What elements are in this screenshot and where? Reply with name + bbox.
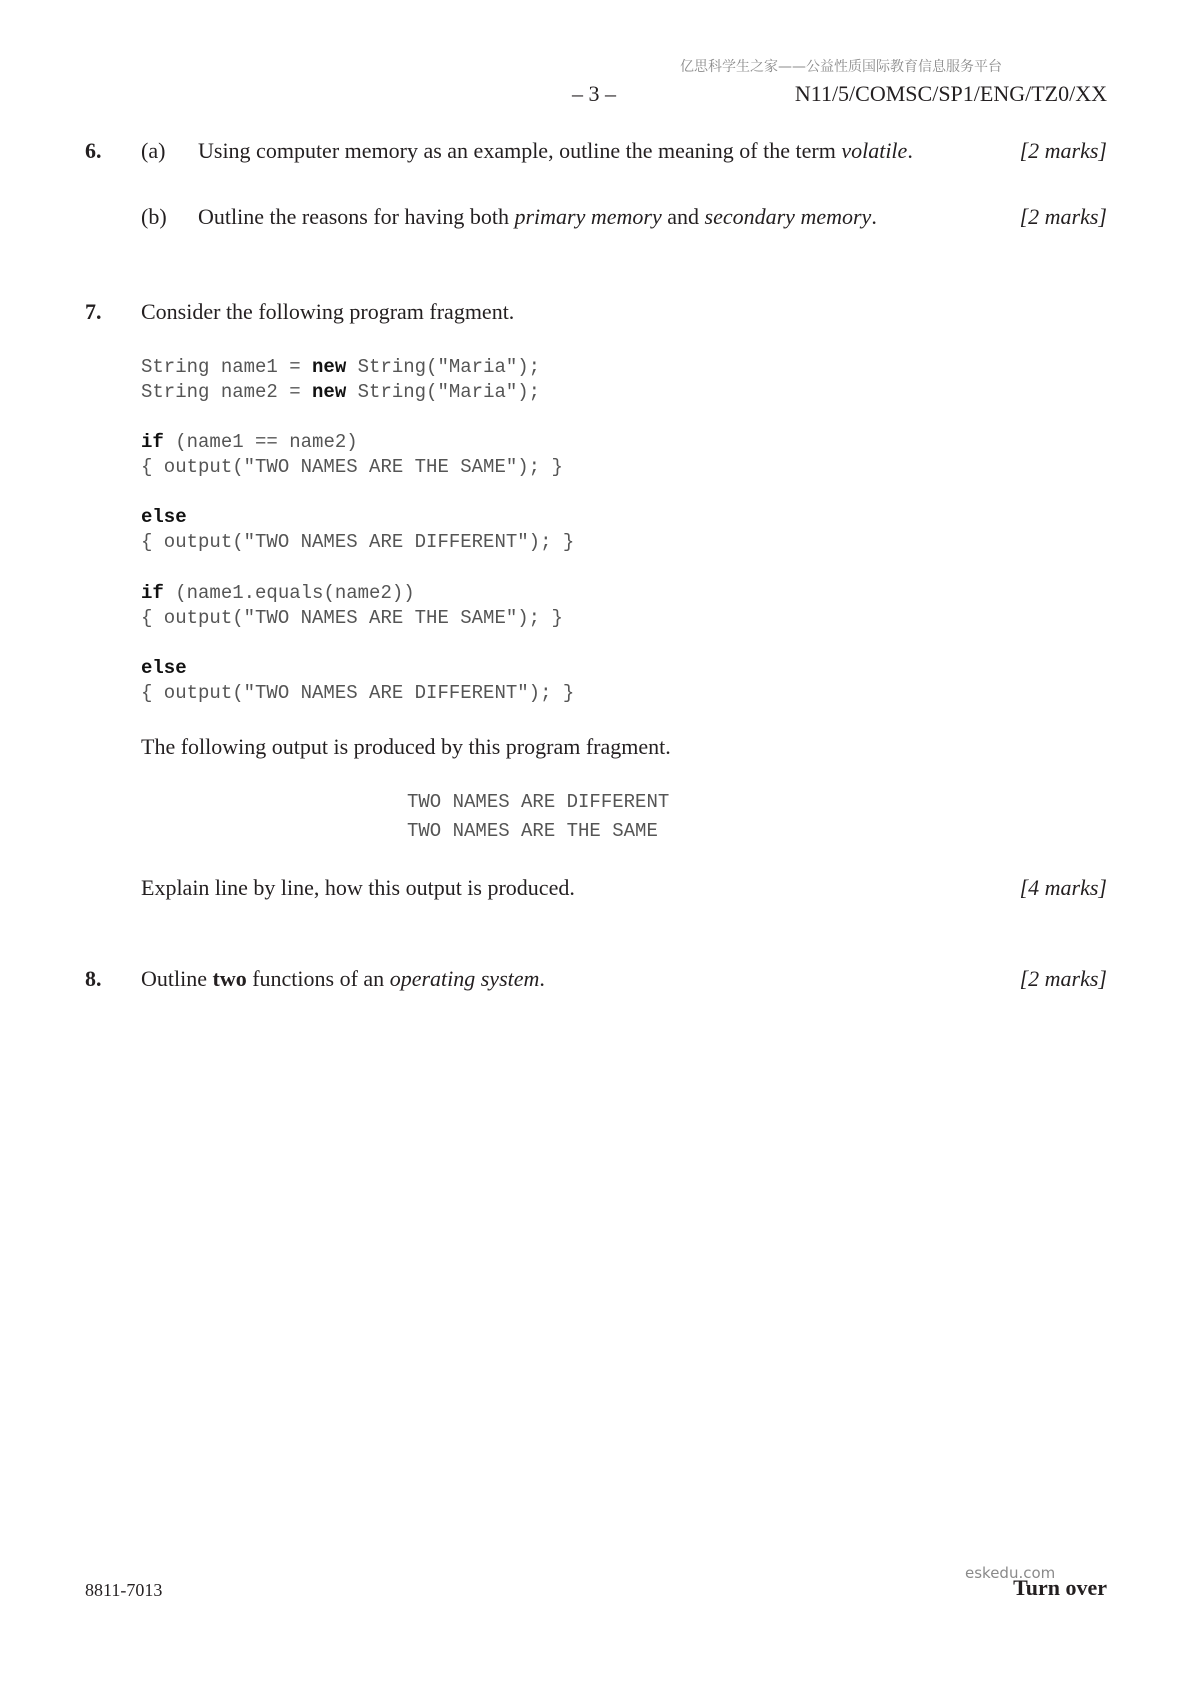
question-6a-text: Using computer memory as an example, outline the meaning of the term volatile. xyxy=(198,138,913,163)
question-6-number: 6. xyxy=(85,138,102,163)
code-else-2-body: { output("TWO NAMES ARE DIFFERENT"); } xyxy=(141,682,575,704)
question-6a-label: (a) xyxy=(141,138,166,163)
question-7-marks: [4 marks] xyxy=(1019,875,1107,900)
code-else-1: else xyxy=(141,506,187,528)
question-6b-marks: [2 marks] xyxy=(1019,204,1107,229)
watermark-bottom: eskedu.com xyxy=(965,1564,1056,1582)
paper-reference-code: 8811-7013 xyxy=(85,1580,163,1600)
question-6b-label: (b) xyxy=(141,204,167,229)
question-7-number: 7. xyxy=(85,299,102,324)
program-output-line-2: TWO NAMES ARE THE SAME xyxy=(407,820,658,842)
code-if-1: if (name1 == name2) xyxy=(141,431,358,453)
turn-over-label: Turn over xyxy=(1013,1575,1107,1600)
question-6b-text: Outline the reasons for having both primary memory and secondary memory. xyxy=(198,204,877,229)
code-if-2-body: { output("TWO NAMES ARE THE SAME"); } xyxy=(141,607,563,629)
question-7-intro: Consider the following program fragment. xyxy=(141,299,515,324)
page-number: – 3 – xyxy=(572,81,616,106)
question-7-output-intro: The following output is produced by this program fragment. xyxy=(141,734,671,759)
watermark-top: 亿思科学生之家——公益性质国际教育信息服务平台 xyxy=(680,59,1002,75)
question-8-number: 8. xyxy=(85,966,102,991)
question-6a-marks: [2 marks] xyxy=(1019,138,1107,163)
code-else-1-body: { output("TWO NAMES ARE DIFFERENT"); } xyxy=(141,531,575,553)
question-8-marks: [2 marks] xyxy=(1019,966,1107,991)
code-if-2: if (name1.equals(name2)) xyxy=(141,582,415,604)
program-output-line-1: TWO NAMES ARE DIFFERENT xyxy=(407,791,670,813)
paper-code: N11/5/COMSC/SP1/ENG/TZ0/XX xyxy=(794,81,1107,106)
code-if-1-body: { output("TWO NAMES ARE THE SAME"); } xyxy=(141,456,563,478)
question-8-text: Outline two functions of an operating system. xyxy=(141,966,545,991)
code-line-2: String name2 = new String("Maria"); xyxy=(141,381,541,403)
code-else-2: else xyxy=(141,657,187,679)
question-7-task: Explain line by line, how this output is produced. xyxy=(141,875,575,900)
code-line-1: String name1 = new String("Maria"); xyxy=(141,356,541,378)
